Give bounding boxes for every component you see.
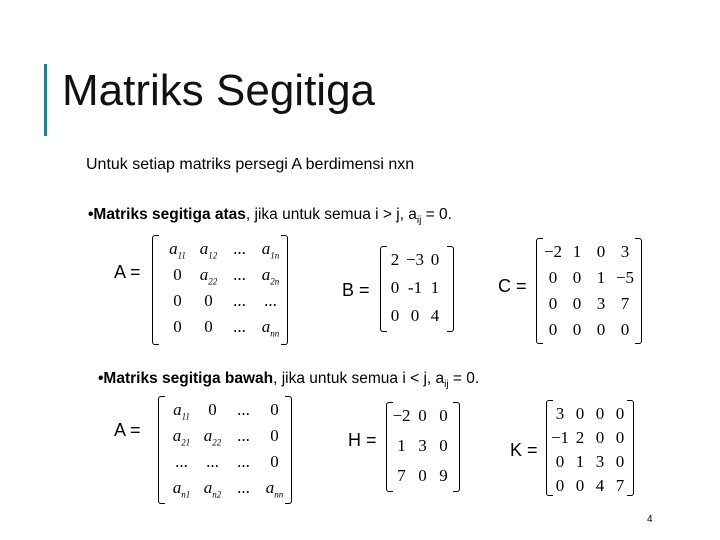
matrix-cell: 1 [572,242,582,261]
matrix-cell: 2 [575,428,585,447]
matrix-cell: 0 [390,306,400,325]
matrix-cell: $a_{2n}$ [261,265,280,287]
matrix-cell: $a_{nn}$ [265,478,284,500]
lower-bullet-text-b: = 0. [448,370,480,387]
matrix-cell: −5 [615,268,635,287]
matrix-cell: 3 [418,436,427,455]
matrix-cell: $a_{nn}$ [261,317,280,339]
matrix-left-bracket [152,235,159,345]
matrix-cell: 0 [173,291,182,310]
matrix-cell: $a_{1n}$ [261,239,280,261]
matrix-cell: ... [206,452,219,471]
matrix-upper-b [380,246,454,332]
matrix-cell: 2 [390,250,400,269]
matrix-cell: 0 [575,404,585,423]
matrix-cell: 3 [595,452,605,471]
matrix-cell: 0 [270,426,279,445]
matrix-cell: 4 [430,306,440,325]
matrix-cell: 0 [595,428,605,447]
page-number: 4 [647,514,653,525]
matrix-cell: 0 [548,268,558,287]
matrix-cell: 0 [615,428,625,447]
matrix-cell: −2 [392,406,411,425]
matrix-cell: 0 [270,400,279,419]
matrix-cell: $a_{n2}$ [203,478,222,500]
matrix-cell: $a_{11}$ [169,239,186,261]
matrix-cell: 0 [572,320,582,339]
matrix-cell: 7 [620,294,630,313]
matrix-cell: $a_{11}$ [173,400,190,422]
title-accent-bar [44,64,47,136]
matrix-cell: ... [233,239,246,258]
upper-bullet-sub: ij [416,215,422,227]
matrix-cell: $a_{n1}$ [172,478,191,500]
upper-bullet-text-a: , jika untuk semua i > j, a [245,206,417,223]
matrix-cell: 0 [390,278,400,297]
matrix-cell: ... [237,426,250,445]
upper-label-c: C = [498,276,527,296]
matrix-cell: 0 [208,400,217,419]
matrix-cell: 0 [572,268,582,287]
matrix-cell: 0 [620,320,630,339]
matrix-cell: ... [237,400,250,419]
matrix-cell: 0 [555,452,565,471]
matrix-cell: 0 [615,404,625,423]
matrix-cell: 0 [575,476,585,495]
matrix-cell: 0 [270,452,279,471]
matrix-cell: 7 [615,476,625,495]
upper-bullet-text-b: = 0. [421,206,452,223]
matrix-lower-a [158,396,292,504]
matrix-cell: ... [264,291,277,310]
matrix-cell: 7 [397,466,406,485]
matrix-cell: 1 [397,436,406,455]
lower-label-h: H = [348,430,377,450]
matrix-cell: $a_{12}$ [199,239,218,261]
matrix-cell: 1 [575,452,585,471]
matrix-cell: 3 [596,294,606,313]
matrix-cell: −2 [543,242,563,261]
lower-label-k: K = [510,440,538,460]
matrix-cell: 0 [204,317,213,336]
matrix-cell: 0 [615,452,625,471]
matrix-cell: 0 [418,406,427,425]
matrix-cell: 4 [595,476,605,495]
intro-text: Untuk setiap matriks persegi A berdimensi nxn [86,156,415,173]
matrix-right-bracket [453,402,460,492]
matrix-cell: $a_{22}$ [203,426,222,448]
matrix-cell: 0 [596,320,606,339]
matrix-cell: 3 [620,242,630,261]
matrix-cell: 0 [418,466,427,485]
matrix-cell: 0 [410,306,420,325]
matrix-cell: −3 [405,250,425,269]
matrix-cell: ... [233,317,246,336]
matrix-cell: ... [237,478,250,497]
matrix-cell: 0 [596,242,606,261]
upper-bullet-bold: •Matriks segitiga atas [88,206,246,223]
matrix-cell: 0 [555,476,565,495]
slide-title: Matriks Segitiga [62,66,376,115]
matrix-cell: −1 [550,428,570,447]
lower-label-a: A = [114,420,141,440]
matrix-cell: 0 [439,406,448,425]
matrix-upper-a [152,235,288,345]
matrix-cell: 0 [173,317,182,336]
matrix-cell: 0 [204,291,213,310]
matrix-cell: $a_{21}$ [172,426,191,448]
matrix-cell: ... [233,291,246,310]
matrix-cell: 1 [596,268,606,287]
lower-triangular-bullet [98,370,479,390]
matrix-cell: 1 [430,278,440,297]
matrix-left-bracket [158,396,165,504]
upper-triangular-bullet [88,206,452,226]
matrix-lower-h [386,402,460,492]
matrix-cell: $a_{22}$ [199,265,218,287]
matrix-cell: ... [237,452,250,471]
matrix-cell: 3 [555,404,565,423]
matrix-cell: 0 [173,265,182,284]
upper-label-a: A = [114,262,141,282]
matrix-upper-c [536,238,642,344]
matrix-cell: 9 [439,466,448,485]
matrix-cell: 0 [430,250,440,269]
matrix-right-bracket [447,246,454,332]
lower-bullet-bold: •Matriks segitiga bawah [98,370,274,387]
matrix-cell: ... [175,452,188,471]
matrix-cell: 0 [595,404,605,423]
matrix-cell: 0 [572,294,582,313]
matrix-cell: 0 [548,294,558,313]
upper-label-b: B = [342,280,370,300]
matrix-cell: ... [233,265,246,284]
matrix-lower-k [546,400,634,496]
lower-bullet-sub: ij [444,379,449,391]
matrix-cell: -1 [407,278,423,297]
matrix-cell: 0 [439,436,448,455]
lower-bullet-text-a: , jika untuk semua i < j, a [273,370,445,387]
matrix-cell: 0 [548,320,558,339]
